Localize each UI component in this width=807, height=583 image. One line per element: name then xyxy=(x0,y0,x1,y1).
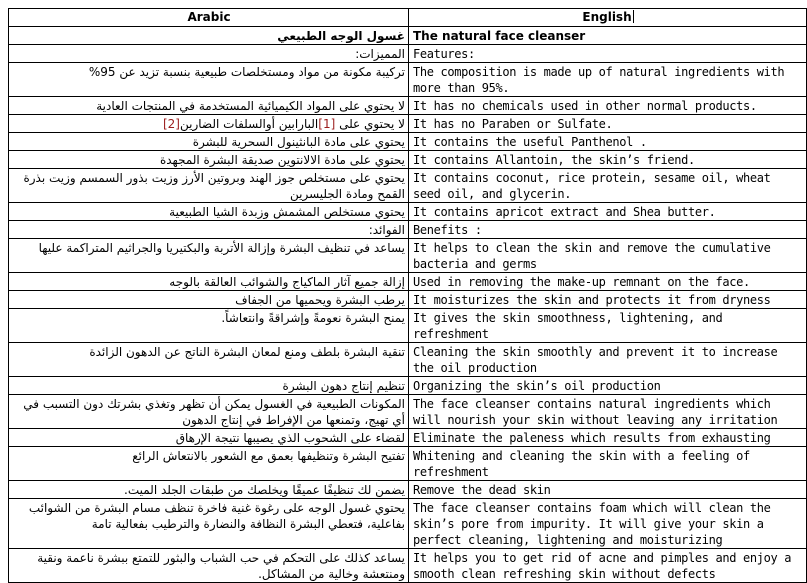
table-row xyxy=(9,273,807,291)
text-cursor xyxy=(633,10,634,23)
english-cell[interactable]: Whitening and cleaning the skin with a feeling of refreshment xyxy=(409,447,807,481)
arabic-cell[interactable]: تنقية البشرة بلطف ومنع لمعان البشرة الناتج عن الدهون الزائدة xyxy=(9,343,409,377)
title-row xyxy=(9,27,807,45)
column-header-arabic: Arabic xyxy=(9,9,409,27)
table-row xyxy=(9,291,807,309)
english-cell[interactable]: It moisturizes the skin and protects it from dryness xyxy=(409,291,807,309)
arabic-cell[interactable]: المكونات الطبيعية في الغسول يمكن أن تظهر وتغذي بشرتك دون التسبب في أي تهيج، وتمنعها من الإفراط في إنتاج الدهون xyxy=(9,395,409,429)
arabic-cell[interactable]: تفتيح البشرة وتنظيفها بعمق مع الشعور بالانتعاش الرائع xyxy=(9,447,409,481)
english-cell[interactable]: It contains apricot extract and Shea butter. xyxy=(409,203,807,221)
table-row xyxy=(9,63,807,97)
arabic-cell[interactable]: الفوائد: xyxy=(9,221,409,239)
english-cell[interactable]: It helps you to get rid of acne and pimples and enjoy a smooth clean refreshing skin without defects xyxy=(409,549,807,583)
table-row xyxy=(9,203,807,221)
arabic-cell[interactable] xyxy=(9,115,409,133)
english-cell[interactable]: It contains Allantoin, the skin’s friend. xyxy=(409,151,807,169)
translation-table xyxy=(8,8,807,583)
table-row xyxy=(9,115,807,133)
arabic-cell[interactable]: تنظيم إنتاج دهون البشرة xyxy=(9,377,409,395)
english-cell[interactable]: The natural face cleanser xyxy=(409,27,807,45)
arabic-cell[interactable]: إزالة جميع آثار الماكياج والشوائب العالقة بالوجه xyxy=(9,273,409,291)
table-row xyxy=(9,481,807,499)
english-cell[interactable]: It has no Paraben or Sulfate. xyxy=(409,115,807,133)
document-page xyxy=(8,8,807,583)
arabic-cell[interactable]: يحتوي على مادة البانثينول السحرية للبشرة xyxy=(9,133,409,151)
table-row xyxy=(9,549,807,583)
english-cell[interactable]: Organizing the skin’s oil production xyxy=(409,377,807,395)
english-cell[interactable]: Cleaning the skin smoothly and prevent it to increase the oil production xyxy=(409,343,807,377)
english-cell[interactable]: It contains the useful Panthenol . xyxy=(409,133,807,151)
arabic-cell[interactable]: يحتوي مستخلص المشمش وزبدة الشيا الطبيعية xyxy=(9,203,409,221)
arabic-cell[interactable]: المميزات: xyxy=(9,45,409,63)
header-row xyxy=(9,9,807,27)
arabic-cell[interactable]: يرطب البشرة ويحميها من الجفاف xyxy=(9,291,409,309)
english-cell[interactable]: Eliminate the paleness which results from exhausting xyxy=(409,429,807,447)
arabic-cell[interactable]: يضمن لك تنظيفًا عميقًا ويخلصك من طبقات الجلد الميت. xyxy=(9,481,409,499)
arabic-cell[interactable]: يحتوي غسول الوجه على رغوة غنية فاخرة تنظف مسام البشرة من الشوائب بفاعلية، فتعطي البشرة النظافة والنضارة والترطيب بفعالية تامة xyxy=(9,499,409,549)
arabic-cell[interactable]: يحتوي على مادة الالانتوين صديقة البشرة المجهدة xyxy=(9,151,409,169)
table-row xyxy=(9,343,807,377)
table-row xyxy=(9,499,807,549)
arabic-cell[interactable]: يمنح البشرة نعومةً وإشراقةً وانتعاشاً. xyxy=(9,309,409,343)
table-row xyxy=(9,429,807,447)
column-header-english[interactable] xyxy=(409,9,807,27)
english-cell[interactable]: Benefits : xyxy=(409,221,807,239)
table-row xyxy=(9,221,807,239)
arabic-cell[interactable]: يساعد كذلك على التحكم في حب الشباب والبثور للتمتع ببشرة ناعمة ونقية ومنتعشة وخالية من المشاكل. xyxy=(9,549,409,583)
arabic-cell[interactable]: لقضاء على الشحوب الذي يصيبها نتيجة الإرهاق xyxy=(9,429,409,447)
arabic-text: لا يحتوي على xyxy=(335,117,405,131)
arabic-cell[interactable]: يحتوي على مستخلص جوز الهند وبروتين الأرز وزيت بذور السمسم وزيت بذرة القمح ومادة الجليسرين xyxy=(9,169,409,203)
table-row xyxy=(9,45,807,63)
english-cell[interactable]: It gives the skin smoothness, lightening, and refreshment xyxy=(409,309,807,343)
english-cell[interactable]: It has no chemicals used in other normal products. xyxy=(409,97,807,115)
arabic-cell[interactable]: غسول الوجه الطبيعي xyxy=(9,27,409,45)
table-row xyxy=(9,133,807,151)
footnote-ref: [1] xyxy=(318,117,336,131)
table-row xyxy=(9,239,807,273)
arabic-cell[interactable]: يساعد في تنظيف البشرة وإزالة الأتربة والبكتيريا والجراثيم المتراكمة عليها xyxy=(9,239,409,273)
table-row xyxy=(9,395,807,429)
arabic-cell[interactable]: تركيبة مكونة من مواد ومستخلصات طبيعية بنسبة تزيد عن 95% xyxy=(9,63,409,97)
arabic-text: البارابين أوالسلفات الضارين xyxy=(179,117,319,131)
table-row xyxy=(9,447,807,481)
english-cell[interactable]: The composition is made up of natural ingredients with more than 95%. xyxy=(409,63,807,97)
table-row xyxy=(9,169,807,203)
arabic-cell[interactable]: لا يحتوي على المواد الكيميائية المستخدمة في المنتجات العادية xyxy=(9,97,409,115)
english-cell[interactable]: It contains coconut, rice protein, sesame oil, wheat seed oil, and glycerin. xyxy=(409,169,807,203)
table-row xyxy=(9,377,807,395)
english-cell[interactable]: The face cleanser contains foam which will clean the skin’s pore from impurity. It will give your skin a perfect cleaning, lightening and moisturizing xyxy=(409,499,807,549)
table-row xyxy=(9,151,807,169)
english-cell[interactable]: Features: xyxy=(409,45,807,63)
table-row xyxy=(9,309,807,343)
column-header-english-text: English xyxy=(582,10,632,24)
english-cell[interactable]: Used in removing the make-up remnant on the face. xyxy=(409,273,807,291)
table-row xyxy=(9,97,807,115)
footnote-ref: [2] xyxy=(162,117,180,131)
english-cell[interactable]: The face cleanser contains natural ingredients which will nourish your skin without leaving any irritation xyxy=(409,395,807,429)
english-cell[interactable]: Remove the dead skin xyxy=(409,481,807,499)
english-cell[interactable]: It helps to clean the skin and remove the cumulative bacteria and germs xyxy=(409,239,807,273)
